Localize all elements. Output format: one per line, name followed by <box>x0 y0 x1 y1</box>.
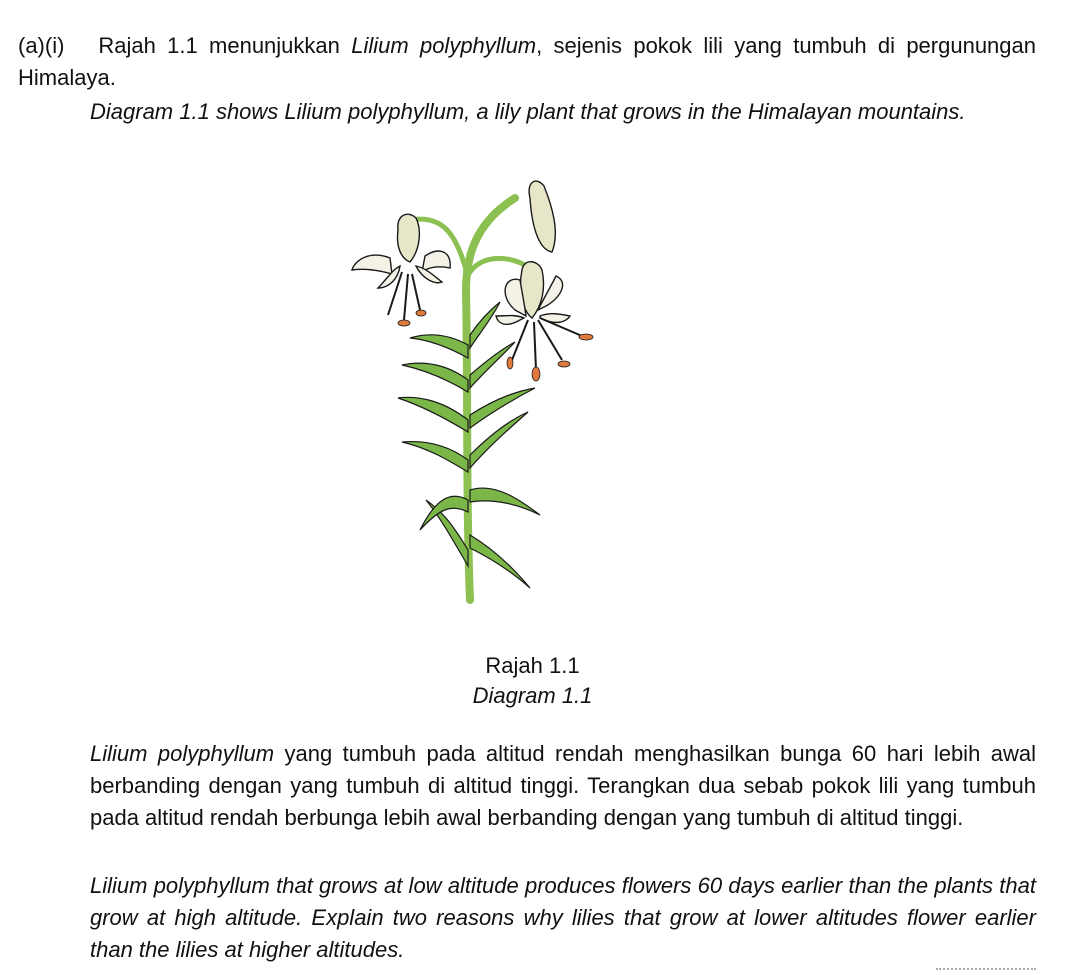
figure-caption-english: Diagram 1.1 <box>472 683 593 708</box>
lily-plant-illustration <box>330 170 630 610</box>
lily-flower-right <box>496 262 593 381</box>
page-edge-mark <box>936 968 1036 973</box>
question-malay-species: Lilium polyphyllum <box>351 33 537 58</box>
paragraph-malay-species: Lilium polyphyllum <box>90 741 275 766</box>
question-english: Diagram 1.1 shows Lilium polyphyllum, a lily plant that grows in the Himalayan mountains. <box>90 99 966 124</box>
lily-flower-left <box>352 214 450 326</box>
question-malay <box>18 30 1036 94</box>
paragraph-malay-text: yang tumbuh pada altitud rendah menghasilkan bunga 60 hari lebih awal berbanding dengan yang tumbuh di altitud tinggi. Terangkan dua sebab pokok lili yang tumbuh pada altitud rendah berbunga lebih awal berbanding dengan yang tumbuh di altitud tinggi. <box>90 741 1036 830</box>
figure-caption-malay: Rajah 1.1 <box>485 653 580 678</box>
lily-bud-top <box>529 181 555 252</box>
question-malay-prefix: Rajah 1.1 menunjukkan <box>98 33 352 58</box>
paragraph-english: Lilium polyphyllum that grows at low altitude produces flowers 60 days earlier than the plants that grow at high altitude. Explain two reasons why lilies that grow at lower altitudes flower earlier than the lilies at higher altitudes. <box>90 873 1036 962</box>
paragraph-malay <box>90 738 1036 834</box>
question-malay-suffix: , sejenis pokok lili yang tumbuh di pergunungan Himalaya. <box>18 33 1037 90</box>
question-number: (a)(i) <box>18 33 65 58</box>
